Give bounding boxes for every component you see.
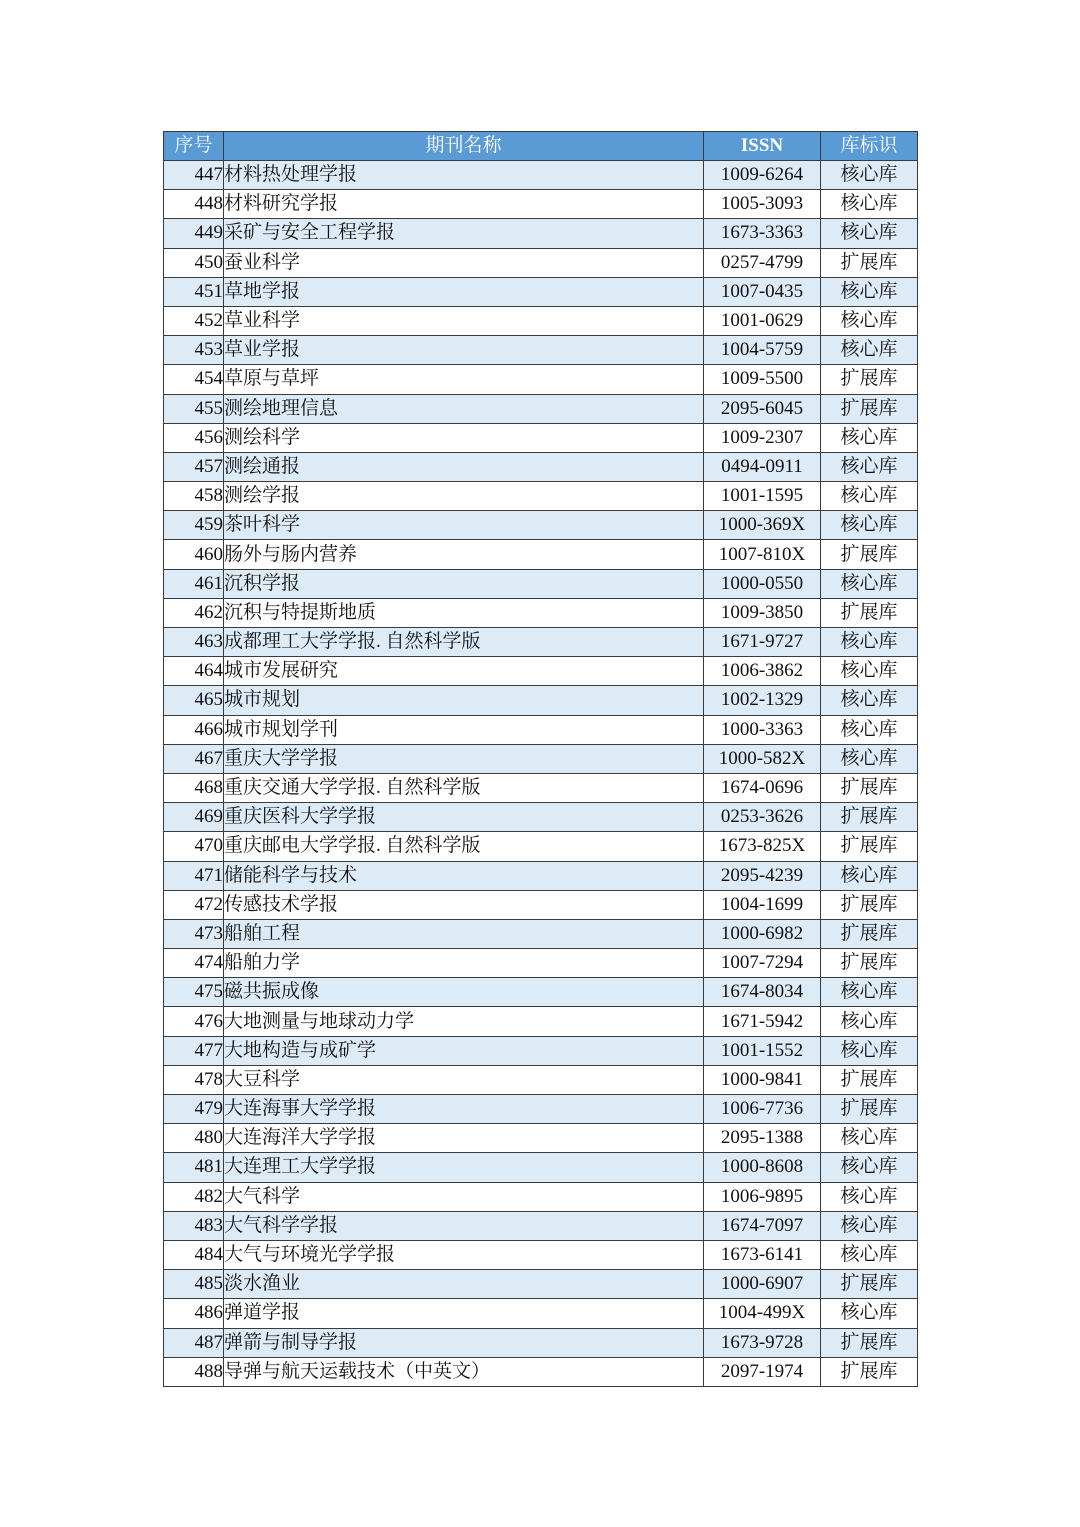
issn-value: 1001-1552 bbox=[704, 1036, 821, 1065]
table-row bbox=[164, 452, 918, 481]
table-row bbox=[164, 248, 918, 277]
issn-value: 1673-9728 bbox=[704, 1328, 821, 1357]
table-row bbox=[164, 744, 918, 773]
library-tag: 核心库 bbox=[821, 336, 918, 365]
journal-name: 弹箭与制导学报 bbox=[224, 1328, 704, 1357]
journal-name: 弹道学报 bbox=[224, 1299, 704, 1328]
issn-value: 1000-0550 bbox=[704, 569, 821, 598]
issn-value: 1007-7294 bbox=[704, 949, 821, 978]
journal-name: 肠外与肠内营养 bbox=[224, 540, 704, 569]
issn-value: 0253-3626 bbox=[704, 803, 821, 832]
journal-name: 大连理工大学学报 bbox=[224, 1153, 704, 1182]
row-number: 488 bbox=[164, 1357, 224, 1386]
library-tag: 扩展库 bbox=[821, 1328, 918, 1357]
issn-value: 1004-1699 bbox=[704, 890, 821, 919]
journal-name: 材料研究学报 bbox=[224, 190, 704, 219]
issn-value: 0494-0911 bbox=[704, 452, 821, 481]
issn-value: 1674-8034 bbox=[704, 978, 821, 1007]
journal-name: 测绘地理信息 bbox=[224, 394, 704, 423]
library-tag: 扩展库 bbox=[821, 919, 918, 948]
row-number: 458 bbox=[164, 482, 224, 511]
table-body bbox=[164, 161, 918, 1387]
table-row bbox=[164, 1270, 918, 1299]
row-number: 455 bbox=[164, 394, 224, 423]
issn-value: 1007-0435 bbox=[704, 277, 821, 306]
table-row bbox=[164, 628, 918, 657]
table-row bbox=[164, 657, 918, 686]
journal-name: 大气与环境光学学报 bbox=[224, 1240, 704, 1269]
issn-value: 1000-369X bbox=[704, 511, 821, 540]
issn-value: 2097-1974 bbox=[704, 1357, 821, 1386]
issn-value: 1000-582X bbox=[704, 744, 821, 773]
table-row bbox=[164, 861, 918, 890]
row-number: 453 bbox=[164, 336, 224, 365]
journal-name: 重庆交通大学学报. 自然科学版 bbox=[224, 773, 704, 802]
issn-value: 1671-5942 bbox=[704, 1007, 821, 1036]
issn-value: 1000-6907 bbox=[704, 1270, 821, 1299]
library-tag: 核心库 bbox=[821, 686, 918, 715]
issn-value: 1009-2307 bbox=[704, 423, 821, 452]
issn-value: 1005-3093 bbox=[704, 190, 821, 219]
journal-name: 城市发展研究 bbox=[224, 657, 704, 686]
library-tag: 扩展库 bbox=[821, 394, 918, 423]
library-tag: 核心库 bbox=[821, 978, 918, 1007]
issn-value: 1004-5759 bbox=[704, 336, 821, 365]
journal-name: 船舶力学 bbox=[224, 949, 704, 978]
library-tag: 扩展库 bbox=[821, 365, 918, 394]
library-tag: 核心库 bbox=[821, 161, 918, 190]
header-row bbox=[164, 132, 918, 161]
issn-value: 1671-9727 bbox=[704, 628, 821, 657]
library-tag: 核心库 bbox=[821, 511, 918, 540]
row-number: 451 bbox=[164, 277, 224, 306]
library-tag: 核心库 bbox=[821, 1299, 918, 1328]
journal-name: 淡水渔业 bbox=[224, 1270, 704, 1299]
table-row bbox=[164, 482, 918, 511]
row-number: 473 bbox=[164, 919, 224, 948]
journal-name: 蚕业科学 bbox=[224, 248, 704, 277]
table-row bbox=[164, 1211, 918, 1240]
library-tag: 核心库 bbox=[821, 1036, 918, 1065]
header-library: 库标识 bbox=[821, 132, 918, 161]
journal-name: 重庆邮电大学学报. 自然科学版 bbox=[224, 832, 704, 861]
table-row bbox=[164, 949, 918, 978]
journal-name: 磁共振成像 bbox=[224, 978, 704, 1007]
library-tag: 扩展库 bbox=[821, 1095, 918, 1124]
library-tag: 扩展库 bbox=[821, 803, 918, 832]
library-tag: 扩展库 bbox=[821, 1357, 918, 1386]
table-row bbox=[164, 1124, 918, 1153]
issn-value: 1006-7736 bbox=[704, 1095, 821, 1124]
journal-name: 沉积与特提斯地质 bbox=[224, 598, 704, 627]
table-row bbox=[164, 219, 918, 248]
journal-name: 导弹与航天运载技术（中英文） bbox=[224, 1357, 704, 1386]
journal-name: 重庆大学学报 bbox=[224, 744, 704, 773]
issn-value: 1674-0696 bbox=[704, 773, 821, 802]
row-number: 465 bbox=[164, 686, 224, 715]
table-row bbox=[164, 598, 918, 627]
library-tag: 核心库 bbox=[821, 1182, 918, 1211]
row-number: 452 bbox=[164, 306, 224, 335]
row-number: 468 bbox=[164, 773, 224, 802]
journal-name: 大连海事大学学报 bbox=[224, 1095, 704, 1124]
row-number: 486 bbox=[164, 1299, 224, 1328]
journal-name: 成都理工大学学报. 自然科学版 bbox=[224, 628, 704, 657]
table-row bbox=[164, 803, 918, 832]
issn-value: 1006-9895 bbox=[704, 1182, 821, 1211]
table-row bbox=[164, 1182, 918, 1211]
library-tag: 核心库 bbox=[821, 452, 918, 481]
library-tag: 核心库 bbox=[821, 715, 918, 744]
header-no: 序号 bbox=[164, 132, 224, 161]
journal-name: 测绘学报 bbox=[224, 482, 704, 511]
row-number: 470 bbox=[164, 832, 224, 861]
row-number: 462 bbox=[164, 598, 224, 627]
table-row bbox=[164, 1357, 918, 1386]
journal-name: 采矿与安全工程学报 bbox=[224, 219, 704, 248]
library-tag: 扩展库 bbox=[821, 248, 918, 277]
table-row bbox=[164, 277, 918, 306]
table-row bbox=[164, 890, 918, 919]
issn-value: 2095-4239 bbox=[704, 861, 821, 890]
row-number: 487 bbox=[164, 1328, 224, 1357]
row-number: 454 bbox=[164, 365, 224, 394]
row-number: 475 bbox=[164, 978, 224, 1007]
journal-name: 传感技术学报 bbox=[224, 890, 704, 919]
library-tag: 核心库 bbox=[821, 190, 918, 219]
library-tag: 核心库 bbox=[821, 657, 918, 686]
library-tag: 核心库 bbox=[821, 1007, 918, 1036]
library-tag: 扩展库 bbox=[821, 832, 918, 861]
library-tag: 核心库 bbox=[821, 423, 918, 452]
journal-name: 大气科学学报 bbox=[224, 1211, 704, 1240]
row-number: 469 bbox=[164, 803, 224, 832]
journal-name: 草地学报 bbox=[224, 277, 704, 306]
issn-value: 1673-6141 bbox=[704, 1240, 821, 1269]
row-number: 459 bbox=[164, 511, 224, 540]
row-number: 471 bbox=[164, 861, 224, 890]
journal-name: 大气科学 bbox=[224, 1182, 704, 1211]
table-row bbox=[164, 1065, 918, 1094]
row-number: 449 bbox=[164, 219, 224, 248]
row-number: 484 bbox=[164, 1240, 224, 1269]
row-number: 463 bbox=[164, 628, 224, 657]
table-row bbox=[164, 423, 918, 452]
row-number: 448 bbox=[164, 190, 224, 219]
table-row bbox=[164, 336, 918, 365]
row-number: 481 bbox=[164, 1153, 224, 1182]
journal-name: 测绘通报 bbox=[224, 452, 704, 481]
library-tag: 扩展库 bbox=[821, 1270, 918, 1299]
issn-value: 1000-9841 bbox=[704, 1065, 821, 1094]
issn-value: 1009-3850 bbox=[704, 598, 821, 627]
row-number: 461 bbox=[164, 569, 224, 598]
issn-value: 1673-825X bbox=[704, 832, 821, 861]
library-tag: 核心库 bbox=[821, 628, 918, 657]
issn-value: 0257-4799 bbox=[704, 248, 821, 277]
issn-value: 1006-3862 bbox=[704, 657, 821, 686]
row-number: 456 bbox=[164, 423, 224, 452]
library-tag: 扩展库 bbox=[821, 890, 918, 919]
row-number: 472 bbox=[164, 890, 224, 919]
library-tag: 扩展库 bbox=[821, 773, 918, 802]
row-number: 477 bbox=[164, 1036, 224, 1065]
journal-name: 草业学报 bbox=[224, 336, 704, 365]
library-tag: 核心库 bbox=[821, 1124, 918, 1153]
library-tag: 核心库 bbox=[821, 482, 918, 511]
table-row bbox=[164, 1095, 918, 1124]
row-number: 485 bbox=[164, 1270, 224, 1299]
library-tag: 核心库 bbox=[821, 744, 918, 773]
table-row bbox=[164, 540, 918, 569]
issn-value: 1007-810X bbox=[704, 540, 821, 569]
journal-name: 船舶工程 bbox=[224, 919, 704, 948]
library-tag: 核心库 bbox=[821, 861, 918, 890]
table-row bbox=[164, 306, 918, 335]
table-row bbox=[164, 773, 918, 802]
table-row bbox=[164, 394, 918, 423]
issn-value: 1001-0629 bbox=[704, 306, 821, 335]
row-number: 457 bbox=[164, 452, 224, 481]
journal-name: 材料热处理学报 bbox=[224, 161, 704, 190]
journal-name: 大连海洋大学学报 bbox=[224, 1124, 704, 1153]
row-number: 464 bbox=[164, 657, 224, 686]
row-number: 466 bbox=[164, 715, 224, 744]
row-number: 478 bbox=[164, 1065, 224, 1094]
table-row bbox=[164, 978, 918, 1007]
table-row bbox=[164, 1036, 918, 1065]
library-tag: 扩展库 bbox=[821, 1065, 918, 1094]
issn-value: 1002-1329 bbox=[704, 686, 821, 715]
journal-name: 测绘科学 bbox=[224, 423, 704, 452]
table-row bbox=[164, 832, 918, 861]
library-tag: 扩展库 bbox=[821, 598, 918, 627]
journal-name: 重庆医科大学学报 bbox=[224, 803, 704, 832]
header-journal-name: 期刊名称 bbox=[224, 132, 704, 161]
row-number: 482 bbox=[164, 1182, 224, 1211]
issn-value: 1001-1595 bbox=[704, 482, 821, 511]
journal-name: 大地测量与地球动力学 bbox=[224, 1007, 704, 1036]
table-row bbox=[164, 1299, 918, 1328]
row-number: 460 bbox=[164, 540, 224, 569]
row-number: 483 bbox=[164, 1211, 224, 1240]
issn-value: 1674-7097 bbox=[704, 1211, 821, 1240]
journal-name: 沉积学报 bbox=[224, 569, 704, 598]
table-row bbox=[164, 1007, 918, 1036]
table-row bbox=[164, 161, 918, 190]
library-tag: 核心库 bbox=[821, 1211, 918, 1240]
library-tag: 核心库 bbox=[821, 1153, 918, 1182]
header-issn: ISSN bbox=[704, 132, 821, 161]
library-tag: 扩展库 bbox=[821, 540, 918, 569]
table-row bbox=[164, 365, 918, 394]
issn-value: 1000-6982 bbox=[704, 919, 821, 948]
table-row bbox=[164, 1153, 918, 1182]
table-row bbox=[164, 1328, 918, 1357]
journal-name: 茶叶科学 bbox=[224, 511, 704, 540]
journal-name: 储能科学与技术 bbox=[224, 861, 704, 890]
table-row bbox=[164, 511, 918, 540]
library-tag: 扩展库 bbox=[821, 949, 918, 978]
journal-name: 草原与草坪 bbox=[224, 365, 704, 394]
issn-value: 1000-8608 bbox=[704, 1153, 821, 1182]
library-tag: 核心库 bbox=[821, 569, 918, 598]
library-tag: 核心库 bbox=[821, 277, 918, 306]
issn-value: 1000-3363 bbox=[704, 715, 821, 744]
issn-value: 1673-3363 bbox=[704, 219, 821, 248]
row-number: 479 bbox=[164, 1095, 224, 1124]
row-number: 450 bbox=[164, 248, 224, 277]
row-number: 467 bbox=[164, 744, 224, 773]
row-number: 447 bbox=[164, 161, 224, 190]
row-number: 474 bbox=[164, 949, 224, 978]
row-number: 476 bbox=[164, 1007, 224, 1036]
library-tag: 核心库 bbox=[821, 1240, 918, 1269]
journal-name: 城市规划学刊 bbox=[224, 715, 704, 744]
journal-name: 大地构造与成矿学 bbox=[224, 1036, 704, 1065]
issn-value: 1009-6264 bbox=[704, 161, 821, 190]
journal-name: 草业科学 bbox=[224, 306, 704, 335]
journal-table bbox=[163, 131, 918, 1387]
library-tag: 核心库 bbox=[821, 219, 918, 248]
table-row bbox=[164, 715, 918, 744]
row-number: 480 bbox=[164, 1124, 224, 1153]
table-row bbox=[164, 190, 918, 219]
table-header bbox=[164, 132, 918, 161]
issn-value: 2095-6045 bbox=[704, 394, 821, 423]
table-row bbox=[164, 686, 918, 715]
table-row bbox=[164, 569, 918, 598]
table-row bbox=[164, 919, 918, 948]
journal-name: 城市规划 bbox=[224, 686, 704, 715]
library-tag: 核心库 bbox=[821, 306, 918, 335]
table-row bbox=[164, 1240, 918, 1269]
journal-name: 大豆科学 bbox=[224, 1065, 704, 1094]
issn-value: 1009-5500 bbox=[704, 365, 821, 394]
issn-value: 1004-499X bbox=[704, 1299, 821, 1328]
issn-value: 2095-1388 bbox=[704, 1124, 821, 1153]
